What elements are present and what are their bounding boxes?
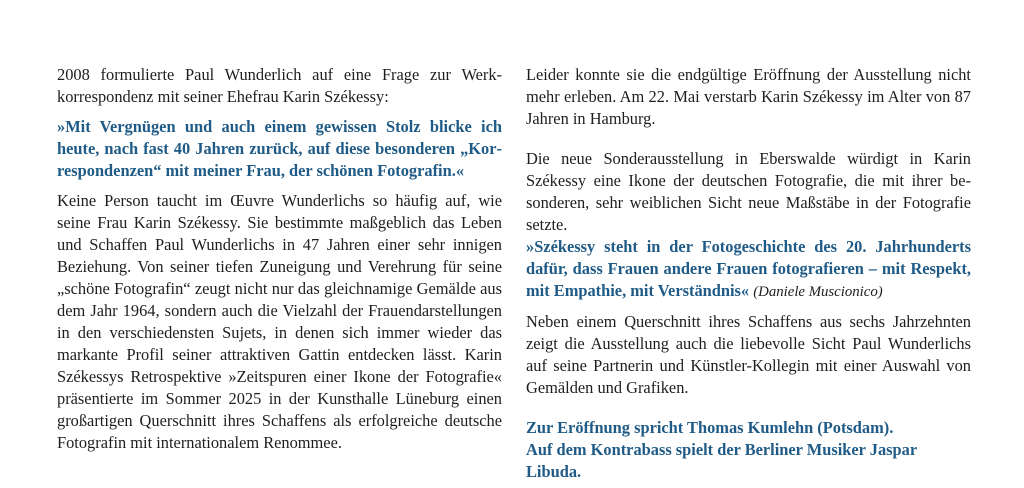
left-column bbox=[57, 64, 502, 454]
opening-speaker-line: Zur Eröffnung spricht Thomas Kumlehn (Potsdam). bbox=[526, 418, 894, 437]
body-paragraph: Keine Person taucht im Œuvre Wunderlichs so häufig auf, wie seine Frau Karin Székessy. Sie bestimmte maßgeblich das Leben und Schaffen Paul Wunderlichs in 47 Jahren einer sehr innigen Beziehung. Von seiner tiefen Zuneigung und Verehrung für seine „schöne Fotografin“ zeugt nicht nur das gleichnamige Gemälde aus dem Jahr 1964, sondern auch die Vielzahl der Frauendarstellungen in den verschiedensten Sujets, in denen sich immer wieder das markante Profil seiner attraktiven Gattin entdecken lässt. Karin Székessys Retrospektive »Zeitspuren einer Ikone der Fotografie« präsentierte im Sommer 2025 in der Kunsthalle Lüneburg einen großartigen Querschnitt ihres Schaffens als erfolgreiche deutsche Fotografin mit internationalem Renommee. bbox=[57, 191, 502, 452]
intro-paragraph: 2008 formulierte Paul Wunderlich auf eine Frage zur Werkkorrespondenz mit seiner Ehefrau Karin Székessy: bbox=[57, 65, 502, 106]
muscionico-quote bbox=[526, 236, 971, 303]
death-notice-paragraph: Leider konnte sie die endgültige Eröffnung der Ausstellung nicht mehr erleben. Am 22. Mai verstarb Karin Székessy im Alter von 87 Jahren in Hamburg. bbox=[526, 65, 971, 128]
wunderlich-quote: »Mit Vergnügen und auch einem gewissen Stolz blicke ich heute, nach fast 40 Jahren zurück, auf diese besonderen „Korrespondenzen“ mit meiner Frau, der schönen Fotografin.« bbox=[57, 117, 502, 180]
right-column bbox=[526, 64, 971, 483]
overview-paragraph: Neben einem Querschnitt ihres Schaffens aus sechs Jahrzehnten zeigt die Ausstellung auch die liebevolle Sicht Paul Wunderlichs auf seine Partnerin und Künstler-Kollegin mit einer Auswahl von Gemälden und Grafiken. bbox=[526, 312, 971, 397]
quote-attribution: (Daniele Muscionico) bbox=[753, 284, 883, 300]
musician-line: Auf dem Kontrabass spielt der Berliner Musiker Jaspar Libuda. bbox=[526, 440, 917, 481]
exhibition-paragraph: Die neue Sonderausstellung in Eberswalde würdigt in Karin Székessy eine Ikone der deutschen Fotografie, die mit ihrer besonderen, sehr weiblichen Sicht neue Maßstäbe in der Fotografie setzte. bbox=[526, 149, 971, 234]
quote-text: »Székessy steht in der Fotogeschichte des 20. Jahrhunderts dafür, dass Frauen andere Frauen fotografieren – mit Respekt, mit Empathie, mit Verständnis« bbox=[526, 237, 971, 300]
